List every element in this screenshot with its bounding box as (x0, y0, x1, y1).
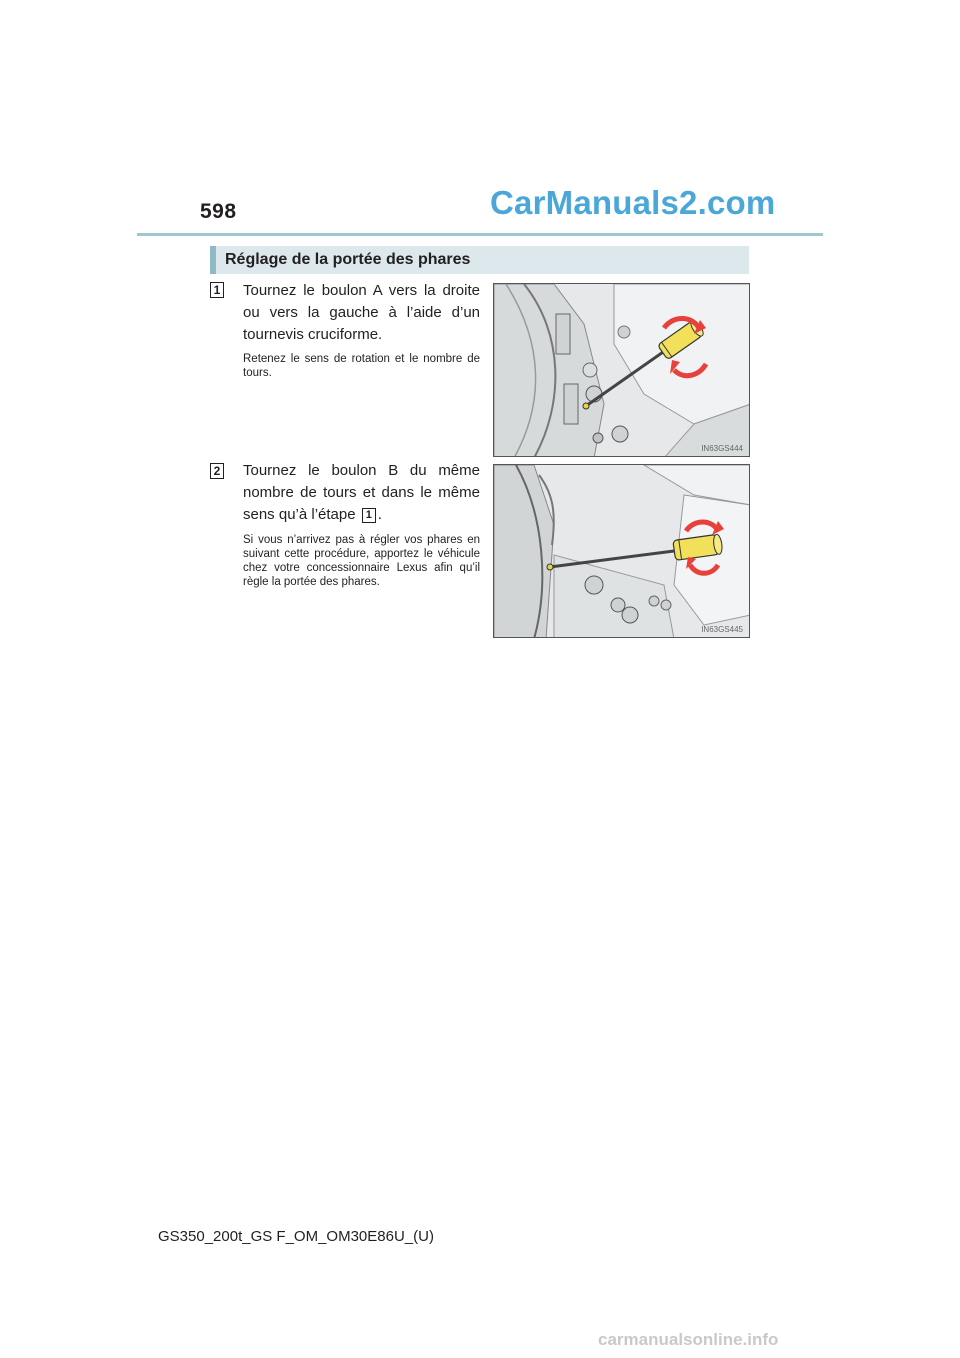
step-2-text-end: . (377, 506, 382, 523)
footer-document-code: GS350_200t_GS F_OM_OM30E86U_(U) (158, 1228, 434, 1245)
step-2-text-main: Tournez le boulon B du même nombre de tours et dans le même sens qu’à l’étape (243, 462, 480, 523)
step-1-note: Retenez le sens de rotation et le nombre de tours. (243, 353, 480, 379)
step-1-badge: 1 (210, 282, 224, 298)
step-2-text (243, 460, 480, 526)
step-2-illustration (493, 464, 750, 638)
headlight-bolt-b-drawing (494, 465, 750, 638)
step-1-reference-badge: 1 (362, 508, 376, 523)
section-header (210, 246, 749, 274)
illustration-code: IN63GS445 (701, 625, 743, 634)
step-1-text: Tournez le boulon A vers la droite ou vers la gauche à l’aide d’un tournevis cruciforme. (243, 282, 480, 343)
header-rule (137, 233, 823, 236)
page-number: 598 (200, 200, 237, 223)
watermark-logo: CarManuals2.com (490, 184, 776, 221)
headlight-bolt-a-drawing (494, 284, 750, 457)
section-title: Réglage de la portée des phares (225, 251, 471, 268)
step-2-note: Si vous n’arrivez pas à régler vos phares en suivant cette procédure, apportez le véhicule chez votre concessionnaire Lexus afin qu’il règle la portée des phares. (243, 534, 480, 588)
step-1-illustration (493, 283, 750, 457)
illustration-code: IN63GS444 (701, 444, 743, 453)
watermark-footer: carmanualsonline.info (598, 1330, 779, 1349)
step-2-badge: 2 (210, 463, 224, 479)
